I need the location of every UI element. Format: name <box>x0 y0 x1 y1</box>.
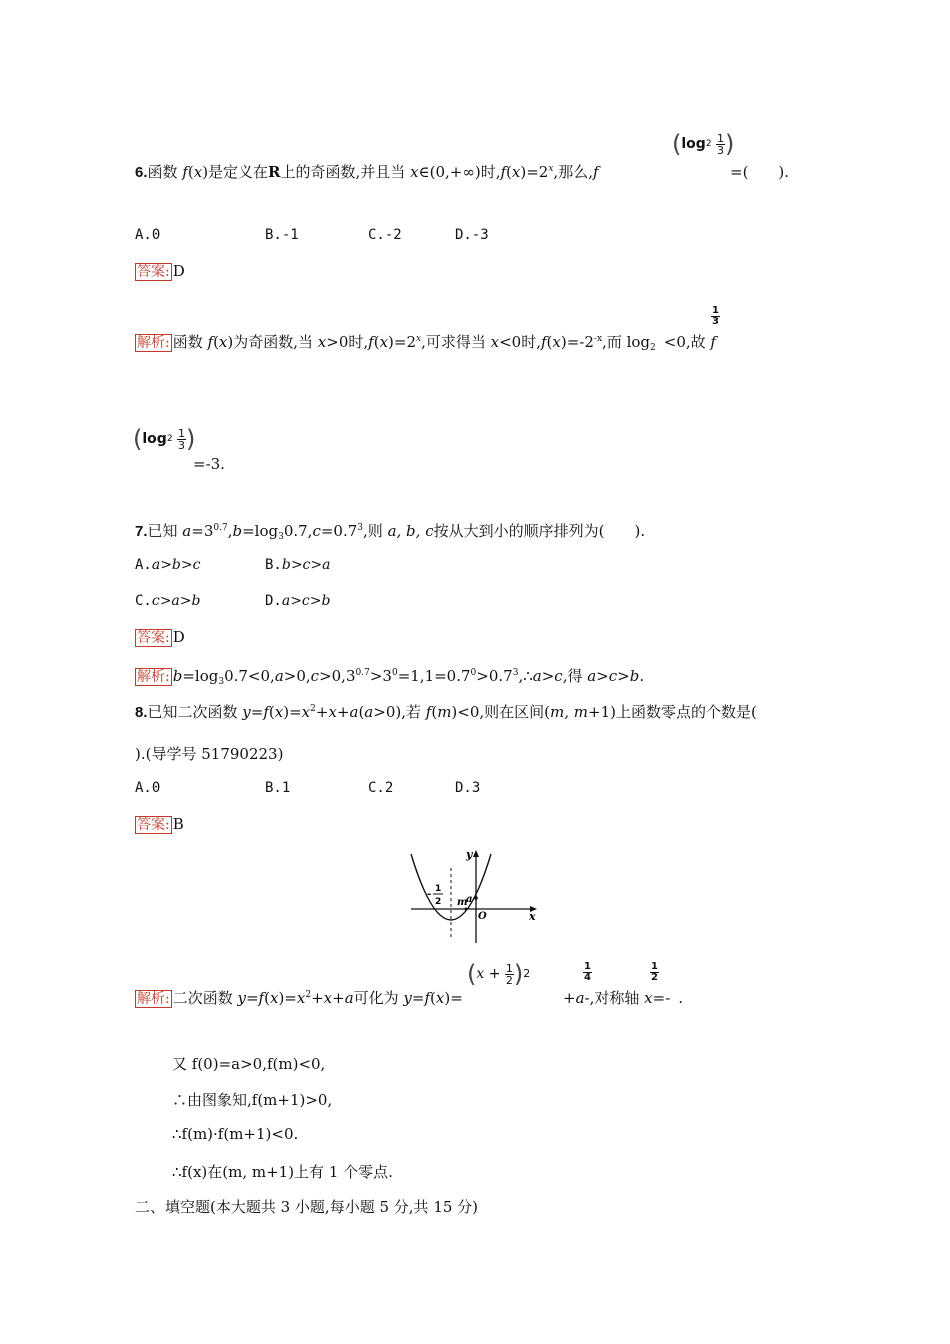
text: 可化为 <box>353 989 404 1007</box>
q7-analysis <box>135 665 644 686</box>
q8-stem-line2: ).(导学号 51790223) <box>135 745 284 763</box>
text: >0),若 <box>373 703 426 721</box>
text: x <box>476 966 485 982</box>
text: f <box>182 163 188 181</box>
text: a>c <box>532 667 563 685</box>
text: 0 <box>391 668 398 678</box>
q8-answer <box>135 815 184 834</box>
q7-option-d <box>265 593 330 609</box>
q8-half-fraction <box>650 962 659 983</box>
question-number: 6. <box>135 164 148 181</box>
text: b <box>172 667 183 685</box>
graph-frac-num: 1 <box>435 884 442 894</box>
text: c>a>b <box>151 593 201 609</box>
text: x <box>269 989 279 1007</box>
answer-value: B <box>172 815 184 833</box>
text: 按从大到小的顺序排列为( ). <box>433 522 646 540</box>
q8-analysis <box>135 987 463 1008</box>
text: x <box>218 333 228 351</box>
text: f <box>368 333 374 351</box>
text: )=-2 <box>560 333 594 351</box>
text: 3 <box>178 438 186 452</box>
text: ( <box>268 703 275 721</box>
text: x <box>323 989 333 1007</box>
text: y=f <box>237 989 265 1007</box>
q6-tail: =( ). <box>730 163 790 181</box>
answer-label: 答案: <box>137 630 170 646</box>
graph-point-a <box>474 896 478 900</box>
text: R <box>268 163 281 181</box>
text: ( <box>213 333 219 351</box>
graph-origin-label: O <box>478 911 487 922</box>
q7-stem <box>135 520 645 541</box>
q6-option-b: B.-1 <box>265 227 299 243</box>
y-axis-arrow <box>473 850 479 857</box>
text: 0.7, <box>283 522 313 540</box>
text: =1,1=0.7 <box>397 667 471 685</box>
text: x <box>435 989 445 1007</box>
analysis-label: 解析: <box>137 669 170 685</box>
text: x <box>410 163 419 181</box>
graph-m-label: m <box>457 897 468 908</box>
q6-analysis <box>135 331 716 352</box>
text: a <box>182 522 192 540</box>
text: 2 <box>310 704 316 714</box>
q6-stem <box>135 161 599 182</box>
text: =- <box>652 989 671 1007</box>
text: x <box>552 333 561 351</box>
analysis-label: 解析: <box>137 335 170 351</box>
q7-option-b <box>265 557 330 573</box>
q8-square-expression: ( x + $\frac{1}{2}$ ) 2 <box>467 960 531 988</box>
text: 3 <box>218 677 225 687</box>
text: . <box>678 989 684 1007</box>
q8-analysis-tail <box>563 987 683 1008</box>
q7-option-c <box>135 593 200 609</box>
text: 上的奇函数,并且当 <box>280 163 411 181</box>
text: A. <box>135 557 152 573</box>
text: ( <box>373 333 380 351</box>
text: , <box>227 522 233 540</box>
text: 0 <box>470 668 477 678</box>
text: a>b>c <box>151 557 201 573</box>
text: >0,3 <box>319 667 356 685</box>
q6-analysis-fraction <box>711 306 720 327</box>
question-number: 8. <box>135 704 148 721</box>
text: ,对称轴 <box>589 989 645 1007</box>
text: ,可求得当 <box>421 333 491 351</box>
graph-minus: - <box>427 889 432 900</box>
text: a <box>364 703 374 721</box>
text: B. <box>265 557 282 573</box>
text: a>c>b <box>281 593 331 609</box>
text: 0.7 <box>355 668 370 678</box>
text: ,∴ <box>518 667 533 685</box>
q8-stem <box>135 701 757 722</box>
answer-value: D <box>172 628 185 646</box>
text: m <box>437 703 452 721</box>
text: x <box>511 163 521 181</box>
text: x <box>301 703 311 721</box>
text: )= <box>278 989 297 1007</box>
text: ( <box>431 703 438 721</box>
text: =3 <box>191 522 214 540</box>
graph-point-m <box>465 908 468 911</box>
graph-a-label: a <box>466 894 473 905</box>
text: + <box>563 989 576 1007</box>
text: 3 <box>278 532 284 542</box>
text: 3 <box>512 668 519 678</box>
text: >0.7 <box>476 667 513 685</box>
text: 已知二次函数 <box>147 703 243 721</box>
text: f <box>500 163 507 181</box>
text: x <box>328 703 337 721</box>
text: + <box>315 703 329 721</box>
analysis-label: 解析: <box>137 991 170 1007</box>
text: x <box>379 333 389 351</box>
text: =log <box>242 522 279 540</box>
q8-option-b: B.1 <box>265 780 291 796</box>
text: a <box>344 989 354 1007</box>
text: x <box>548 164 554 174</box>
q6-result: =-3. <box>193 455 225 473</box>
text: b <box>232 522 243 540</box>
text: a>c>b <box>587 667 640 685</box>
text: c <box>312 522 321 540</box>
text: a, b, c <box>387 522 434 540</box>
text: >0时, <box>326 333 369 351</box>
text: + <box>332 989 345 1007</box>
text: x <box>490 333 500 351</box>
text: + <box>336 703 350 721</box>
text: 3 <box>357 523 364 533</box>
text: >0, <box>283 667 311 685</box>
text: x <box>644 989 653 1007</box>
text: )= <box>283 703 302 721</box>
section-heading: 二、填空题(本大题共 3 小题,每小题 5 分,共 15 分) <box>135 1198 479 1216</box>
text: + <box>488 966 501 982</box>
text: 函数 <box>147 163 183 181</box>
text: f <box>207 333 214 351</box>
text: a <box>349 703 359 721</box>
text: 0.7 <box>213 523 228 533</box>
text: x <box>296 989 306 1007</box>
text: =0.7 <box>320 522 358 540</box>
q6-option-a: A.0 <box>135 227 161 243</box>
q6-answer <box>135 262 185 281</box>
text: y=f <box>242 703 269 721</box>
text: )<0,则在区间( <box>451 703 551 721</box>
text: ,得 <box>562 667 588 685</box>
text: )=2 <box>520 163 549 181</box>
text: c <box>310 667 320 685</box>
text: - <box>584 989 590 1007</box>
q6-result-log-expression: ( log 2 $\frac{1}{3}$ ) <box>133 425 196 453</box>
text: C. <box>135 593 152 609</box>
text: ,而 log <box>602 333 651 351</box>
parabola-graph <box>403 848 543 948</box>
q8-line-c: ∴f(m)·f(m+1)<0. <box>172 1125 299 1143</box>
text: b>c>a <box>281 557 331 573</box>
text: ( <box>187 163 194 181</box>
q8-line-d: ∴f(x)在(m, m+1)上有 1 个零点. <box>172 1163 393 1181</box>
text: x <box>274 703 284 721</box>
text: m, m <box>550 703 588 721</box>
text: ,则 <box>363 522 388 540</box>
text: x <box>317 333 327 351</box>
text: 2 <box>650 343 656 353</box>
answer-label: 答案: <box>137 817 170 833</box>
text: 0.7<0, <box>224 667 275 685</box>
q6-log-expression: ( log 2 $\frac{1}{3}$ ) <box>672 130 735 158</box>
text: )= <box>444 989 463 1007</box>
text: )是定义在 <box>202 163 269 181</box>
text: log <box>681 136 706 152</box>
q8-line-a: 又 f(0)=a>0,f(m)<0, <box>172 1055 326 1073</box>
text: 函数 <box>172 333 208 351</box>
text: f <box>710 333 716 351</box>
text: ( <box>264 989 270 1007</box>
text: ( <box>546 333 553 351</box>
q8-option-c: C.2 <box>368 780 394 796</box>
text: 1 <box>651 961 658 972</box>
text: 2 <box>651 972 658 983</box>
text: y=f <box>403 989 431 1007</box>
graph-y-label: y <box>466 848 473 861</box>
text: 已知 <box>147 522 183 540</box>
text: 3 <box>712 316 719 327</box>
answer-label: 答案: <box>137 264 170 280</box>
text: a <box>274 667 284 685</box>
graph-frac-den: 2 <box>435 897 442 907</box>
text: f <box>540 333 547 351</box>
text: =log <box>182 667 219 685</box>
text: 2 <box>505 973 513 987</box>
q6-option-d: D.-3 <box>455 227 489 243</box>
text: +1)上函数零点的个数是( <box>588 703 757 721</box>
text: 1 <box>178 426 186 440</box>
q8-line-b: ∴由图象知,f(m+1)>0, <box>172 1091 333 1109</box>
text: a <box>575 989 585 1007</box>
text: log <box>142 431 167 447</box>
text: 1 <box>712 305 719 316</box>
text: 2 <box>305 990 312 1000</box>
text: 二次函数 <box>172 989 238 1007</box>
text: D. <box>265 593 282 609</box>
text: f <box>425 703 432 721</box>
text: )=2 <box>388 333 416 351</box>
question-number: 7. <box>135 523 148 540</box>
text: 1 <box>717 131 725 145</box>
text: <0时, <box>499 333 541 351</box>
text: <0,故 <box>663 333 711 351</box>
q8-option-a: A.0 <box>135 780 161 796</box>
text: f <box>592 163 599 181</box>
text: >3 <box>369 667 392 685</box>
q7-option-a <box>135 557 200 573</box>
text: x <box>193 163 203 181</box>
text: ( <box>506 163 512 181</box>
q6-option-c: C.-2 <box>368 227 402 243</box>
text: 1 <box>505 961 513 975</box>
text: )为奇函数,当 <box>227 333 318 351</box>
text: 3 <box>717 143 725 157</box>
text: + <box>311 989 324 1007</box>
text: x <box>416 334 422 344</box>
text: -x <box>593 334 603 344</box>
q7-answer <box>135 628 185 647</box>
text: 1 <box>584 961 591 972</box>
text: ,那么, <box>553 163 593 181</box>
text: ( <box>430 989 436 1007</box>
q8-option-d: D.3 <box>455 780 481 796</box>
text: ( <box>358 703 365 721</box>
q8-quarter-fraction <box>583 962 592 983</box>
text: ∈(0,+∞)时, <box>418 163 501 181</box>
text: 4 <box>584 972 591 983</box>
graph-x-label: x <box>529 910 536 923</box>
answer-value: D <box>172 262 185 280</box>
text: . <box>639 667 645 685</box>
